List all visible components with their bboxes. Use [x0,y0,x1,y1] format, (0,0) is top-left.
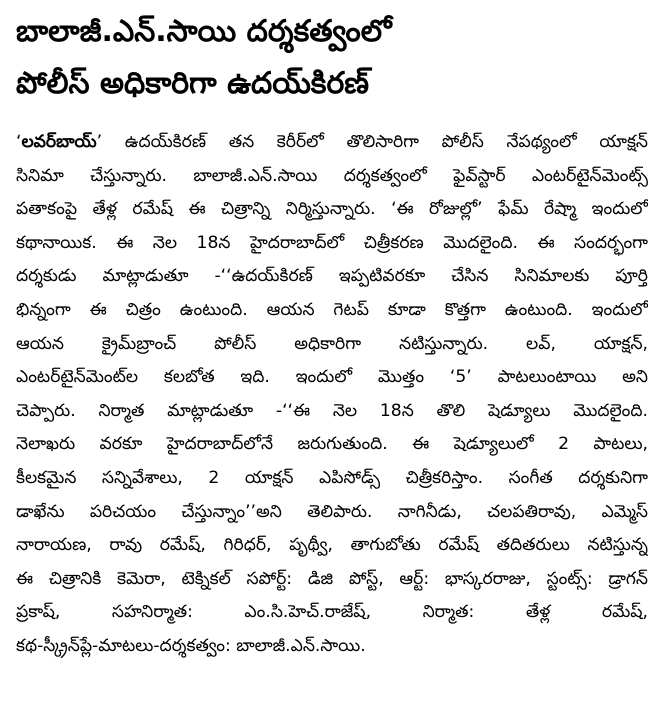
lead-bold-word: లవర్‌బాయ్ [21,132,97,152]
body-line-12: డాఖేను పరిచయం చేస్తున్నాం’’అని తెలిపారు. నాగినీడు, చలపతిరావు, ఎమ్మెస్ [16,501,648,522]
body-line-14: ఈ చిత్రానికి కెమెరా, టెక్నికల్ సపోర్ట్: డిజి పోస్ట్, ఆర్ట్: భాస్కరరాజు, స్టంట్స్: డ్రాగన్ [16,568,648,589]
body-line-13: నారాయణ, రావు రమేష్, గిరిధర్, పృథ్వీ, తాగుబోతు రమేష్ తదితరులు నటిస్తున్న [16,535,648,556]
body-line-5: దర్శకుడు మాట్లాడుతూ -‘‘ఉదయ్‌కిరణ్ ఇప్పటివరకూ చేసిన సినిమాలకు పూర్తి [16,266,648,287]
body-line-1-rest: ’ ఉదయ్‌కిరణ్ తన కెరీర్‌లో తొలిసారిగా పోలీస్ నేపథ్యంలో యాక్షన్ [96,132,648,152]
body-line-2: సినిమా చేస్తున్నారు. బాలాజీ.ఎన్.సాయి దర్శకత్వంలో ఫైవ్‌స్టార్ ఎంటర్‌టైన్‌మెంట్స్ [16,165,648,186]
body-line-10: నెలాఖరు వరకూ హైదరాబాద్‌లోనే జరుగుతుంది. ఈ షెడ్యూలులో 2 పాటలు, [16,434,648,455]
body-line-4: కథానాయిక. ఈ నెల 18న హైదరాబాద్‌లో చిత్రీకరణ మొదలైంది. ఈ సందర్భంగా [16,232,648,253]
body-line-16: కథ-స్క్రీన్‌ప్లే-మాటలు-దర్శకత్వం: బాలాజీ.ఎన్.సాయి. [16,635,366,656]
article-body [16,126,648,664]
headline-line-2: పోలీస్ అధికారిగా ఉదయ్‌కిరణ్ [16,66,370,101]
body-line-1 [16,126,648,160]
body-line-15: ప్రకాష్, సహనిర్మాత: ఎం.సి.హెచ్.రాజేష్, నిర్మాత: తేళ్ల రమేష్, [16,602,648,623]
headline [16,6,646,110]
body-line-7: ఆయన క్రైమ్‌బ్రాంచ్ పోలీస్ అధికారిగా నటిస్తున్నారు. లవ్, యాక్షన్, [16,333,648,354]
body-line-3: పతాకంపై తేళ్ల రమేష్ ఈ చిత్రాన్ని నిర్మిస్తున్నారు. ‘ఈ రోజుల్లో’ ఫేమ్ రేష్మా ఇందులో [16,199,648,220]
body-line-8: ఎంటర్‌టైన్‌మెంట్‌ల కలబోత ఇది. ఇందులో మొత్తం ‘5’ పాటలుంటాయి అని [16,367,648,388]
headline-line-1: బాలాజీ.ఎన్.సాయి దర్శకత్వంలో [16,14,392,49]
body-line-11: కీలకమైన సన్నివేశాలు, 2 యాక్షన్ ఎపిసోడ్స్ చిత్రీకరిస్తాం. సంగీత దర్శకునిగా [16,467,648,488]
body-line-9: చెప్పారు. నిర్మాత మాట్లాడుతూ -‘‘ఈ నెల 18న తొలి షెడ్యూలు మొదలైంది. [16,400,648,421]
body-line-6: భిన్నంగా ఈ చిత్రం ఉంటుంది. ఆయన గెటప్ కూడా కొత్తగా ఉంటుంది. ఇందులో [16,299,648,320]
lead-quote-open: ‘ [16,132,22,152]
